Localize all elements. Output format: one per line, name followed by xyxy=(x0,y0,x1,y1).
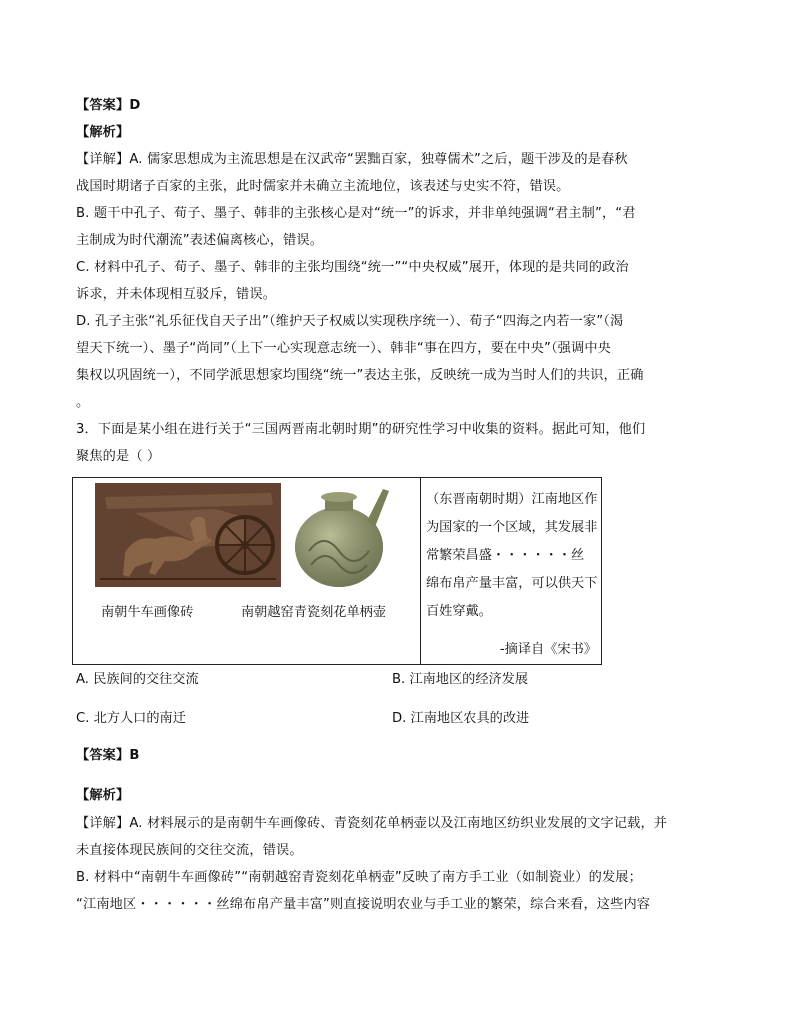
excerpt-line: 绵布帛产量丰富，可以供天下 xyxy=(426,576,598,591)
excerpt-line: （东晋南朝时期）江南地区作 xyxy=(426,492,598,507)
detail-paragraph-line: 【详解】A. 儒家思想成为主流思想是在汉武帝“罢黜百家，独尊儒术”之后，题干涉及的是春秋 xyxy=(76,152,628,167)
option-a: A. 民族间的交往交流 xyxy=(76,672,199,687)
material-table xyxy=(72,477,602,665)
option-c: C. 北方人口的南迁 xyxy=(76,711,186,726)
analysis-heading: 【解析】 xyxy=(76,788,130,803)
detail-paragraph-line: B. 题干中孔子、荀子、墨子、韩非的主张核心是对“统一”的诉求，并非单纯强调“君主制”，“君 xyxy=(76,206,636,221)
detail-paragraph-line: 。 xyxy=(76,395,90,410)
detail-paragraph-line: “江南地区・・・・・・丝绵布帛产量丰富”则直接说明农业与手工业的繁荣，综合来看，这些内容 xyxy=(76,897,651,912)
excerpt-line: 为国家的一个区域，其发展非 xyxy=(426,520,598,535)
option-b: B. 江南地区的经济发展 xyxy=(392,672,529,687)
excerpt-line: 百姓穿戴。 xyxy=(426,604,492,619)
option-d: D. 江南地区农具的改进 xyxy=(392,711,530,726)
detail-paragraph-line: 诉求，并未体现相互驳斥，错误。 xyxy=(76,287,277,302)
question-stem: 聚焦的是（ ） xyxy=(76,449,161,464)
excerpt-line: 常繁荣昌盛・・・・・・丝 xyxy=(426,548,585,563)
detail-paragraph-line: 集权以巩固统一），不同学派思想家均围绕“统一”表达主张，反映统一成为当时人们的共识，正确 xyxy=(76,368,644,383)
ox-cart-brick-image xyxy=(95,483,281,587)
detail-paragraph-line: C. 材料中孔子、荀子、墨子、韩非的主张均围绕“统一”“中央权威”展开，体现的是共同的政治 xyxy=(76,260,629,275)
answer-line: 【答案】B xyxy=(76,748,140,763)
celadon-ewer-image xyxy=(289,481,393,591)
excerpt-source: -摘译自《宋书》 xyxy=(499,642,597,657)
detail-paragraph-line: 【详解】A. 材料展示的是南朝牛车画像砖、青瓷刻花单柄壶以及江南地区纺织业发展的文字记载，并 xyxy=(76,816,668,831)
detail-paragraph-line: 未直接体现民族间的交往交流，错误。 xyxy=(76,843,303,858)
caption-celadon-ewer: 南朝越窑青瓷刻花单柄壶 xyxy=(241,605,387,620)
detail-paragraph-line: 主制成为时代潮流”表述偏离核心，错误。 xyxy=(76,233,324,248)
analysis-heading: 【解析】 xyxy=(76,125,130,140)
cell-divider xyxy=(420,478,421,664)
song-shu-excerpt xyxy=(426,486,601,626)
question-stem: 3．下面是某小组在进行关于“三国两晋南北朝时期”的研究性学习中收集的资料。据此可知，他们 xyxy=(76,422,646,437)
detail-paragraph-line: 战国时期诸子百家的主张，此时儒家并未确立主流地位，该表述与史实不符，错误。 xyxy=(76,179,570,194)
caption-ox-cart-brick: 南朝牛车画像砖 xyxy=(101,605,194,620)
detail-paragraph-line: D. 孔子主张“礼乐征伐自天子出”（维护天子权威以实现秩序统一）、荀子“四海之内若一家”（渴 xyxy=(76,314,624,329)
detail-paragraph-line: B. 材料中“南朝牛车画像砖”“南朝越窑青瓷刻花单柄壶”反映了南方手工业（如制瓷业）的发展； xyxy=(76,870,642,885)
answer-line: 【答案】D xyxy=(76,98,141,113)
detail-paragraph-line: 望天下统一）、墨子“尚同”（上下一心实现意志统一）、韩非“事在四方，要在中央”（强调中央 xyxy=(76,341,612,356)
